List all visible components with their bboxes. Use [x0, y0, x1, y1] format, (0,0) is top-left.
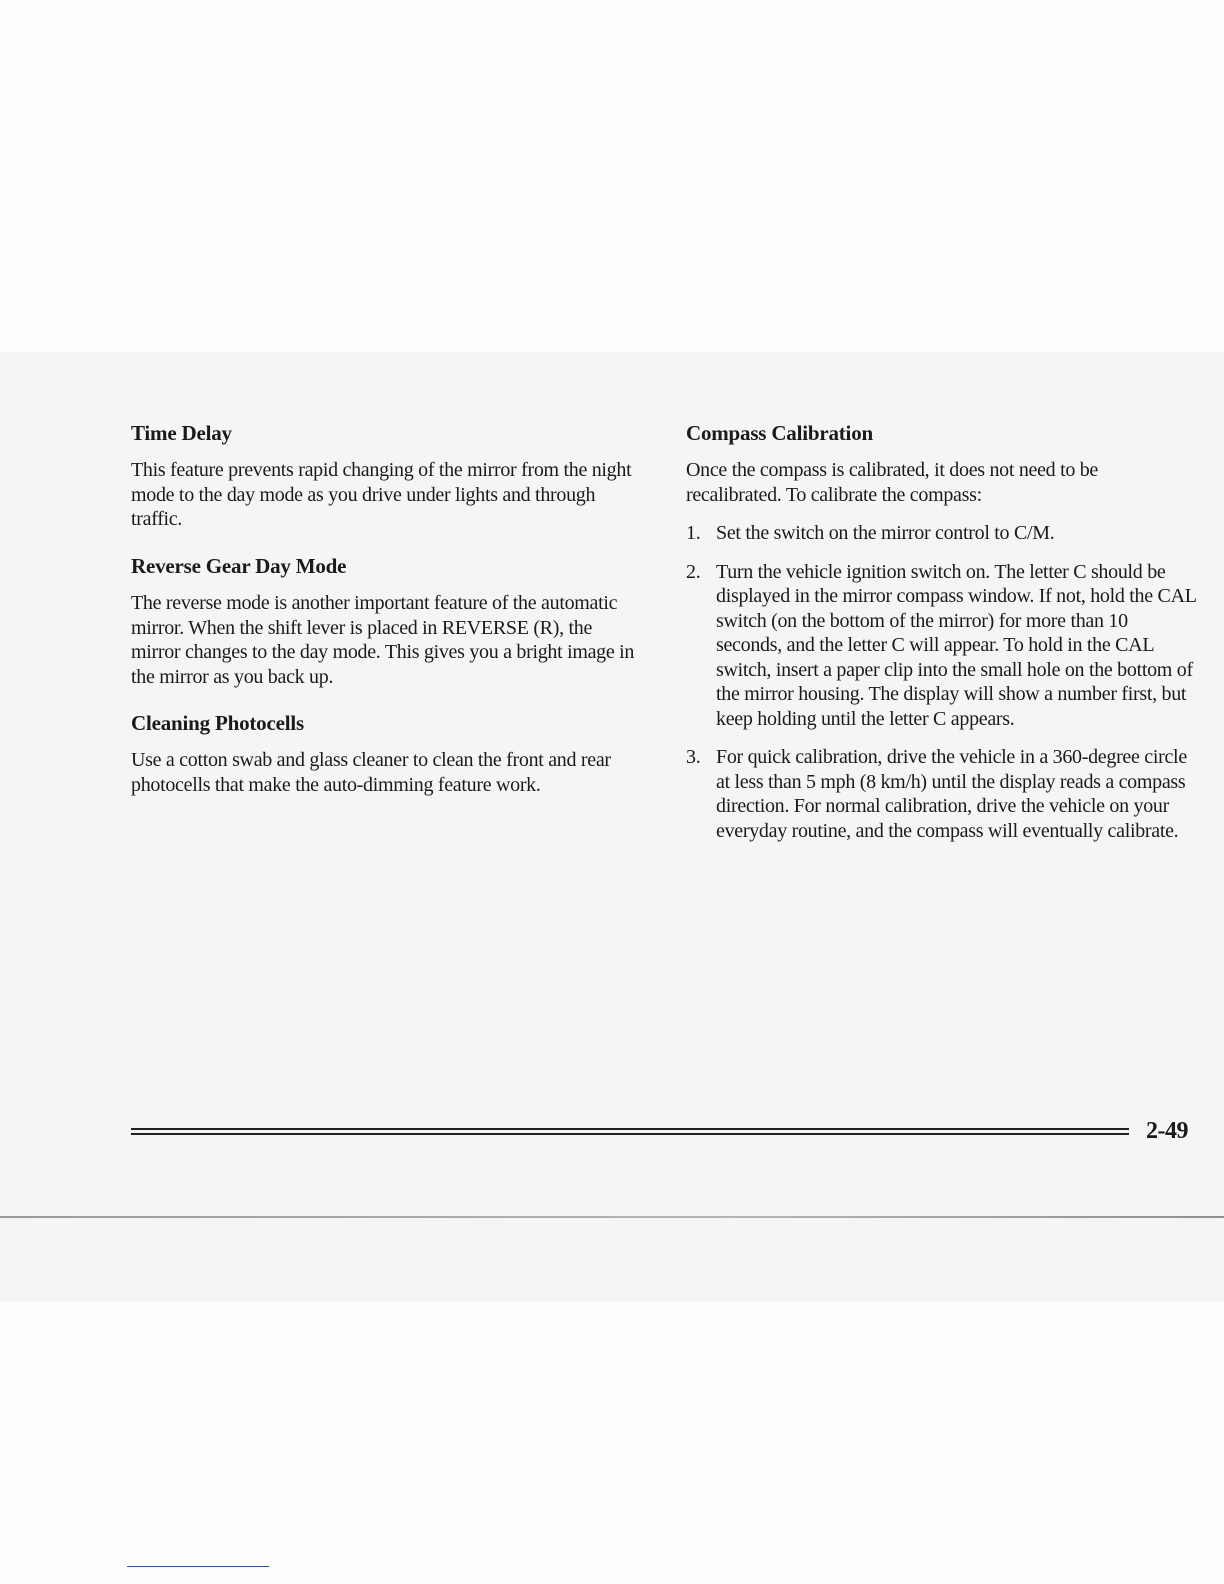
bottom-underline-mark — [127, 1566, 269, 1567]
step-text: Set the switch on the mirror control to C/M. — [716, 522, 1055, 545]
heading-time-delay: Time Delay — [131, 421, 232, 445]
step-number: 3. — [686, 746, 701, 769]
intro-compass-calibration: Once the compass is calibrated, it does not need to be recalibrated. To calibrate the compass: — [686, 459, 1099, 506]
step-number: 1. — [686, 522, 701, 545]
body-cleaning-photocells: Use a cotton swab and glass cleaner to clean the front and rear photocells that make the auto-dimming feature work. — [131, 749, 611, 796]
heading-cleaning-photocells: Cleaning Photocells — [131, 711, 304, 735]
scan-edge-line — [0, 1216, 1224, 1218]
step-number: 2. — [686, 560, 701, 583]
list-item — [686, 521, 1196, 546]
footer-double-rule — [131, 1128, 1129, 1138]
footer-rule-top — [131, 1128, 1129, 1130]
body-time-delay: This feature prevents rapid changing of the mirror from the night mode to the day mode as you drive under lights and through traffic. — [131, 459, 632, 531]
step-text: Turn the vehicle ignition switch on. The letter C should be displayed in the mirror compass window. If not, hold the CAL switch (on the bottom of the mirror) for more than 10 seconds, and the letter C will appear. To hold in the CAL switch, insert a paper clip into the small hole on the bottom of the mirror housing. The display will show a number first, but keep holding until the letter C appears. — [716, 560, 1196, 730]
left-column — [131, 420, 643, 818]
section-reverse-gear-day-mode — [131, 553, 643, 689]
list-item — [686, 745, 1196, 843]
step-text: For quick calibration, drive the vehicle in a 360-degree circle at less than 5 mph (8 km/h) until the display reads a compass direction. For normal calibration, drive the vehicle on your everyday routine, and the compass will eventually calibrate. — [716, 746, 1187, 842]
calibration-steps — [686, 521, 1196, 843]
right-column — [686, 420, 1196, 857]
section-cleaning-photocells — [131, 710, 643, 797]
footer-rule-bottom — [131, 1133, 1129, 1135]
list-item — [686, 560, 1196, 732]
body-reverse-gear-day-mode: The reverse mode is another important feature of the automatic mirror. When the shift lever is placed in REVERSE (R), the mirror changes to the day mode. This gives you a bright image in the mirror as you back up. — [131, 592, 635, 688]
section-time-delay — [131, 420, 643, 532]
page-number: 2-49 — [1146, 1118, 1188, 1144]
heading-compass-calibration: Compass Calibration — [686, 421, 873, 445]
heading-reverse-gear-day-mode: Reverse Gear Day Mode — [131, 553, 347, 578]
